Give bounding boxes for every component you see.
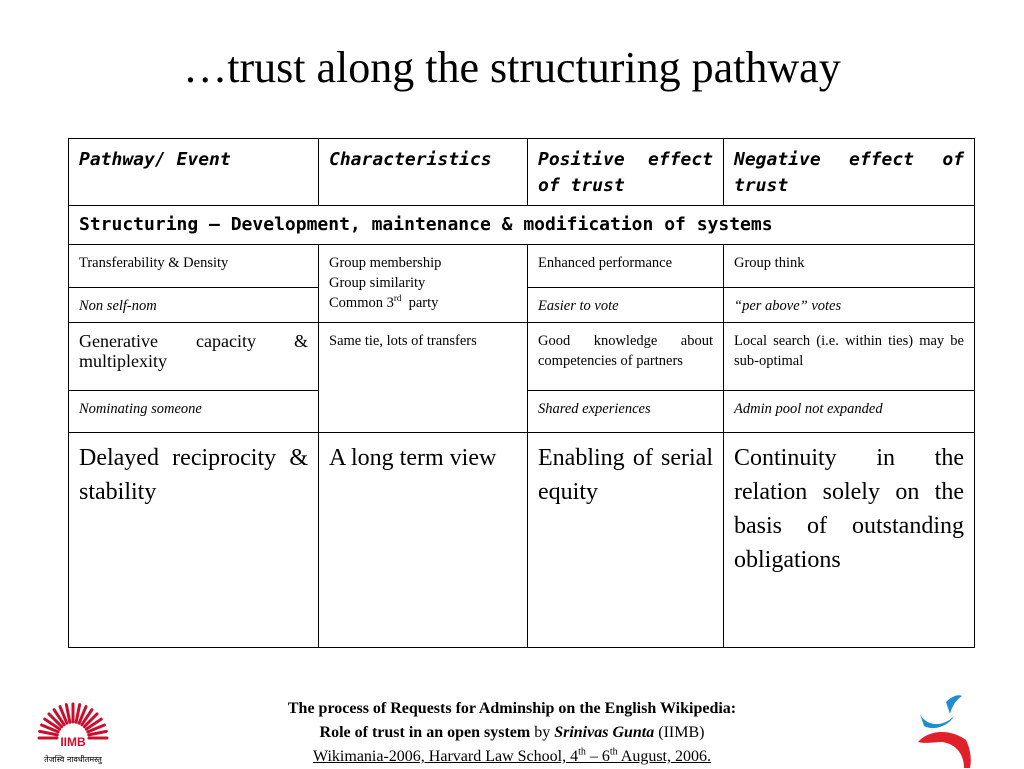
header-characteristics: Characteristics xyxy=(319,139,528,206)
cell-pathway: Delayed reciprocity & stability xyxy=(69,433,319,648)
footer xyxy=(200,697,824,769)
section-row xyxy=(69,206,975,245)
iimb-logo xyxy=(26,698,120,766)
wikimania-logo xyxy=(906,692,978,768)
footer-line-2: Role of trust in an open system by Srinivas Gunta (IIMB) xyxy=(319,724,705,741)
cell-negative: “per above” votes xyxy=(724,288,975,323)
cell-characteristics: Same tie, lots of transfers xyxy=(319,323,528,433)
cell-pathway: Non self-nom xyxy=(69,288,319,323)
table-row xyxy=(69,323,975,391)
cell-negative: Admin pool not expanded xyxy=(724,391,975,433)
footer-line-1: The process of Requests for Adminship on the English Wikipedia: xyxy=(287,700,737,717)
cell-positive: Good knowledge about competencies of partners xyxy=(528,323,724,391)
common-third-party: Common 3rd party xyxy=(329,293,439,311)
cell-pathway: Transferability & Density xyxy=(69,245,319,288)
table-row xyxy=(69,433,975,648)
cell-pathway: Nominating someone xyxy=(69,391,319,433)
cell-pathway: Generative capacity & multiplexity xyxy=(69,323,319,391)
cell-positive: Shared experiences xyxy=(528,391,724,433)
header-positive-effect: Positive effect of trust xyxy=(528,139,724,206)
header-pathway: Pathway/ Event xyxy=(69,139,319,206)
cell-negative: Group think xyxy=(724,245,975,288)
iimb-motto: तेजस्वि नावधीतमस्तु xyxy=(44,755,102,764)
header-negative-effect: Negative effect of trust xyxy=(724,139,975,206)
cell-positive: Enabling of serial equity xyxy=(528,433,724,648)
cell-positive: Enhanced performance xyxy=(528,245,724,288)
group-similarity: Group similarity xyxy=(329,275,426,291)
cell-group-characteristics xyxy=(319,245,528,323)
cell-negative: Continuity in the relation solely on the basis of outstanding obligations xyxy=(724,433,975,648)
cell-positive: Easier to vote xyxy=(528,288,724,323)
iimb-logo-text: IIMB xyxy=(60,735,86,749)
section-heading: Structuring – Development, maintenance & modification of systems xyxy=(69,206,975,245)
slide-title: …trust along the structuring pathway xyxy=(183,43,841,92)
table-header-row xyxy=(69,139,975,206)
footer-line-3[interactable]: Wikimania-2006, Harvard Law School, 4th – 6th August, 2006. xyxy=(313,746,711,765)
group-membership: Group membership xyxy=(329,255,442,271)
cell-negative: Local search (i.e. within ties) may be sub-optimal xyxy=(724,323,975,391)
trust-table xyxy=(68,138,975,648)
cell-characteristics: A long term view xyxy=(319,433,528,648)
table-row xyxy=(69,245,975,288)
